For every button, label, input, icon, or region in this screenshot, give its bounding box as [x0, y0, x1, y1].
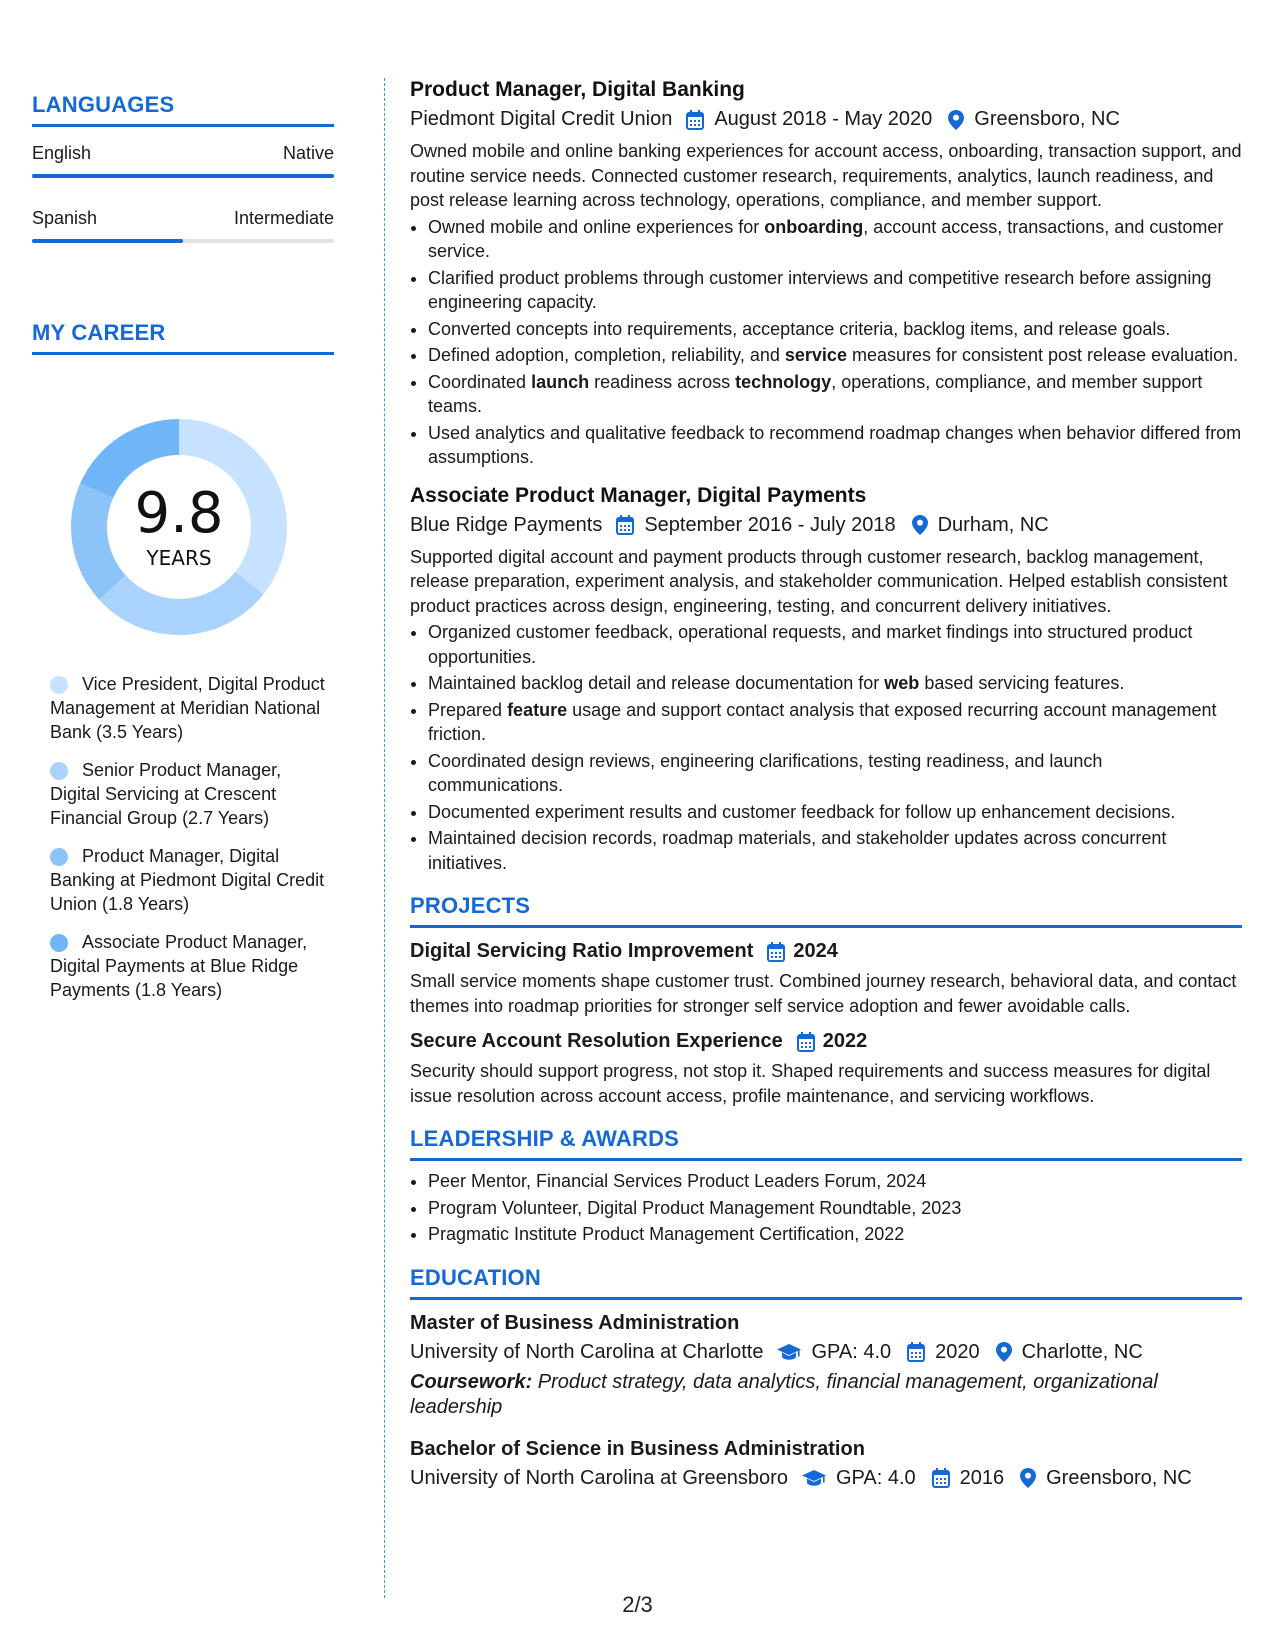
education-meta — [410, 1467, 1242, 1490]
job-summary: Owned mobile and online banking experiences for account access, onboarding, transaction support, and routine service needs. Connected customer research, requirements, analytics, launch readiness, and post release learning across technology, operations, compliance, and member support. — [410, 141, 1242, 210]
calendar-icon — [797, 1032, 815, 1052]
location-pin-icon — [912, 515, 928, 535]
language-name: English — [32, 143, 92, 163]
legend-dot — [50, 934, 68, 952]
education-entry — [410, 1438, 1242, 1490]
language-spanish — [32, 208, 334, 243]
legend-dot — [50, 762, 68, 780]
job-bullet: • Converted concepts into requirements, acceptance criteria, backlog items, and release goals. — [428, 317, 1242, 342]
coursework-text: Product strategy, data analytics, financial management, organizational leadership — [410, 1370, 1158, 1418]
job-location: Greensboro, NC — [974, 108, 1120, 130]
calendar-icon — [932, 1468, 950, 1488]
career-total-years: 9.8 — [134, 481, 224, 546]
language-proficiency-bar — [32, 174, 334, 178]
legend-dot — [50, 676, 68, 694]
school-name: University of North Carolina at Charlotte — [410, 1340, 764, 1363]
project-year: 2024 — [793, 940, 838, 962]
project-year: 2022 — [822, 1030, 868, 1052]
job-summary: Supported digital account and payment products through customer research, backlog management, release preparation, experiment analysis, and stakeholder communication. Helped establish consistent product practices across design, engineering, testing, and concurrent delivery initiatives. — [410, 546, 1228, 616]
leadership-list — [410, 1169, 1242, 1247]
career-legend-item — [50, 930, 330, 1002]
job-meta — [410, 514, 1242, 537]
graduation-year: 2020 — [935, 1340, 980, 1363]
language-proficiency-fill — [32, 174, 334, 178]
job-bullets — [410, 215, 1242, 470]
graduation-cap-icon — [802, 1469, 826, 1487]
language-level: Intermediate — [233, 208, 334, 228]
job-meta — [410, 108, 1242, 131]
project-entry — [410, 940, 1242, 1018]
legend-dot — [50, 848, 68, 866]
languages-heading: LANGUAGES — [32, 92, 334, 127]
calendar-icon — [907, 1342, 925, 1362]
calendar-icon — [686, 110, 704, 130]
project-description: Security should support progress, not stop it. Shaped requirements and success measures for digital issue resolution across account access, profile maintenance, and servicing workflows. — [410, 1061, 1211, 1106]
project-name: Secure Account Resolution Experience — [410, 1030, 783, 1052]
job-bullet: • Defined adoption, completion, reliability, and service measures for consistent post release evaluation. — [428, 343, 1242, 368]
leadership-item: • Pragmatic Institute Product Management Certification, 2022 — [428, 1222, 1242, 1247]
graduation-year: 2016 — [959, 1466, 1005, 1489]
education-meta — [410, 1341, 1242, 1364]
career-donut-chart — [66, 414, 292, 640]
graduation-cap-icon — [777, 1343, 801, 1361]
calendar-icon — [767, 942, 785, 962]
location-pin-icon — [996, 1342, 1012, 1362]
company-name: Piedmont Digital Credit Union — [410, 108, 673, 130]
project-description: Small service moments shape customer trust. Combined journey research, behavioral data, and contact themes into roadmap priorities for stronger self service adoption and fewer avoidable calls. — [410, 971, 1237, 1016]
company-name: Blue Ridge Payments — [410, 513, 603, 536]
job-entry — [410, 78, 1242, 470]
career-legend-item — [50, 672, 330, 744]
leadership-heading: LEADERSHIP & AWARDS — [410, 1126, 1242, 1161]
gpa: GPA: 4.0 — [835, 1466, 916, 1489]
leadership-item: • Peer Mentor, Financial Services Product Leaders Forum, 2024 — [428, 1169, 1242, 1194]
job-bullet: • Clarified product problems through customer interviews and competitive research before assigning engineering capacity. — [428, 266, 1242, 315]
education-heading: EDUCATION — [410, 1265, 1242, 1300]
project-name: Digital Servicing Ratio Improvement — [410, 940, 754, 962]
projects-heading: PROJECTS — [410, 893, 1242, 928]
career-section — [32, 320, 334, 355]
language-proficiency-bar — [32, 239, 334, 243]
location-pin-icon — [1020, 1468, 1036, 1488]
language-english — [32, 143, 334, 178]
location-pin-icon — [948, 110, 964, 130]
main-content — [410, 0, 1242, 1490]
job-bullet: • Maintained decision records, roadmap materials, and stakeholder updates across concurrent initiatives. — [428, 826, 1242, 875]
project-entry — [410, 1030, 1242, 1108]
job-bullets — [410, 620, 1242, 875]
coursework — [410, 1370, 1242, 1420]
career-total-unit: YEARS — [146, 546, 212, 570]
column-divider — [384, 78, 385, 1598]
job-bullet: • Documented experiment results and customer feedback for follow up enhancement decisions. — [428, 800, 1242, 825]
job-bullet: • Maintained backlog detail and release documentation for web based servicing features. — [428, 671, 1242, 696]
legend-label: Vice President, Digital Product Management at Meridian National Bank (3.5 Years) — [50, 674, 325, 742]
education-entry — [410, 1312, 1242, 1420]
legend-label: Associate Product Manager, Digital Payments at Blue Ridge Payments (1.8 Years) — [50, 932, 308, 1000]
career-legend-item — [50, 844, 330, 916]
job-bullet: • Prepared feature usage and support contact analysis that exposed recurring account management friction. — [428, 698, 1242, 747]
job-bullet: • Coordinated design reviews, engineering clarifications, testing readiness, and launch communications. — [428, 749, 1242, 798]
job-bullet: • Owned mobile and online experiences for onboarding, account access, transactions, and customer service. — [428, 215, 1242, 264]
job-title: Product Manager, Digital Banking — [410, 78, 745, 101]
career-legend-item — [50, 758, 330, 830]
job-bullet: • Coordinated launch readiness across technology, operations, compliance, and member support teams. — [428, 370, 1242, 419]
leadership-item: • Program Volunteer, Digital Product Management Roundtable, 2023 — [428, 1196, 1242, 1221]
legend-label: Product Manager, Digital Banking at Piedmont Digital Credit Union (1.8 Years) — [50, 846, 325, 914]
language-level: Native — [282, 143, 334, 163]
coursework-label: Coursework: — [410, 1370, 533, 1393]
school-location: Greensboro, NC — [1046, 1466, 1192, 1489]
language-proficiency-fill — [32, 239, 183, 243]
languages-section — [32, 92, 334, 243]
job-bullet: • Organized customer feedback, operational requests, and market findings into structured product opportunities. — [428, 620, 1242, 669]
degree-title: Bachelor of Science in Business Administration — [410, 1437, 865, 1460]
career-heading: MY CAREER — [32, 320, 334, 355]
job-dates: September 2016 - July 2018 — [644, 513, 896, 536]
job-location: Durham, NC — [937, 513, 1049, 536]
job-entry — [410, 484, 1242, 876]
degree-title: Master of Business Administration — [410, 1311, 740, 1334]
legend-label: Senior Product Manager, Digital Servicing at Crescent Financial Group (2.7 Years) — [50, 760, 282, 828]
gpa: GPA: 4.0 — [811, 1340, 892, 1363]
language-name: Spanish — [32, 208, 98, 228]
page-number: 2/3 — [622, 1592, 653, 1617]
school-name: University of North Carolina at Greensboro — [410, 1466, 788, 1489]
career-legend — [50, 672, 330, 1016]
job-title: Associate Product Manager, Digital Payments — [410, 483, 867, 507]
calendar-icon — [616, 515, 634, 535]
job-dates: August 2018 - May 2020 — [714, 108, 933, 130]
job-bullet: • Used analytics and qualitative feedback to recommend roadmap changes when behavior differed from assumptions. — [428, 421, 1242, 470]
school-location: Charlotte, NC — [1021, 1340, 1143, 1363]
